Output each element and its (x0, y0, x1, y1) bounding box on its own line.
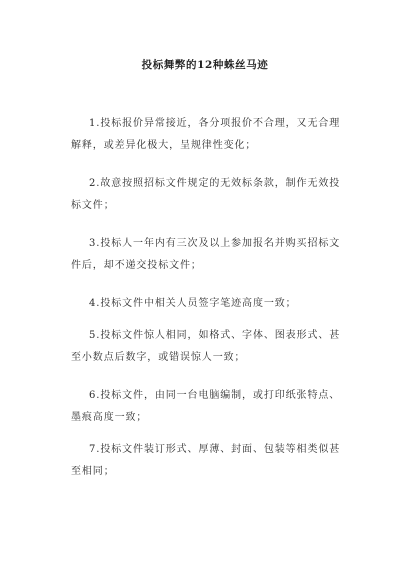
document-title: 投标舞弊的12种蛛丝马迹 (141, 59, 269, 71)
list-item: 6.投标文件，由同一台电脑编制，或打印纸张特点、墨痕高度一致； (71, 390, 341, 423)
list-item: 7.投标文件装订形式、厚薄、封面、包装等相类似甚至相同； (71, 444, 341, 477)
list-item: 4.投标文件中相关人员签字笔迹高度一致； (89, 298, 297, 309)
list-item: 2.故意按照招标文件规定的无效标条款，制作无效投标文件； (71, 178, 341, 211)
list-item: 3.投标人一年内有三次及以上参加报名并购买招标文件后，却不递交投标文件； (71, 238, 341, 271)
list-item: 1.投标报价异常接近，各分项报价不合理，又无合理解释，或差异化极大，呈规律性变化； (71, 118, 341, 151)
list-item: 5.投标文件惊人相同，如格式、字体、图表形式、甚至小数点后数字，或错误惊人一致； (71, 330, 341, 363)
